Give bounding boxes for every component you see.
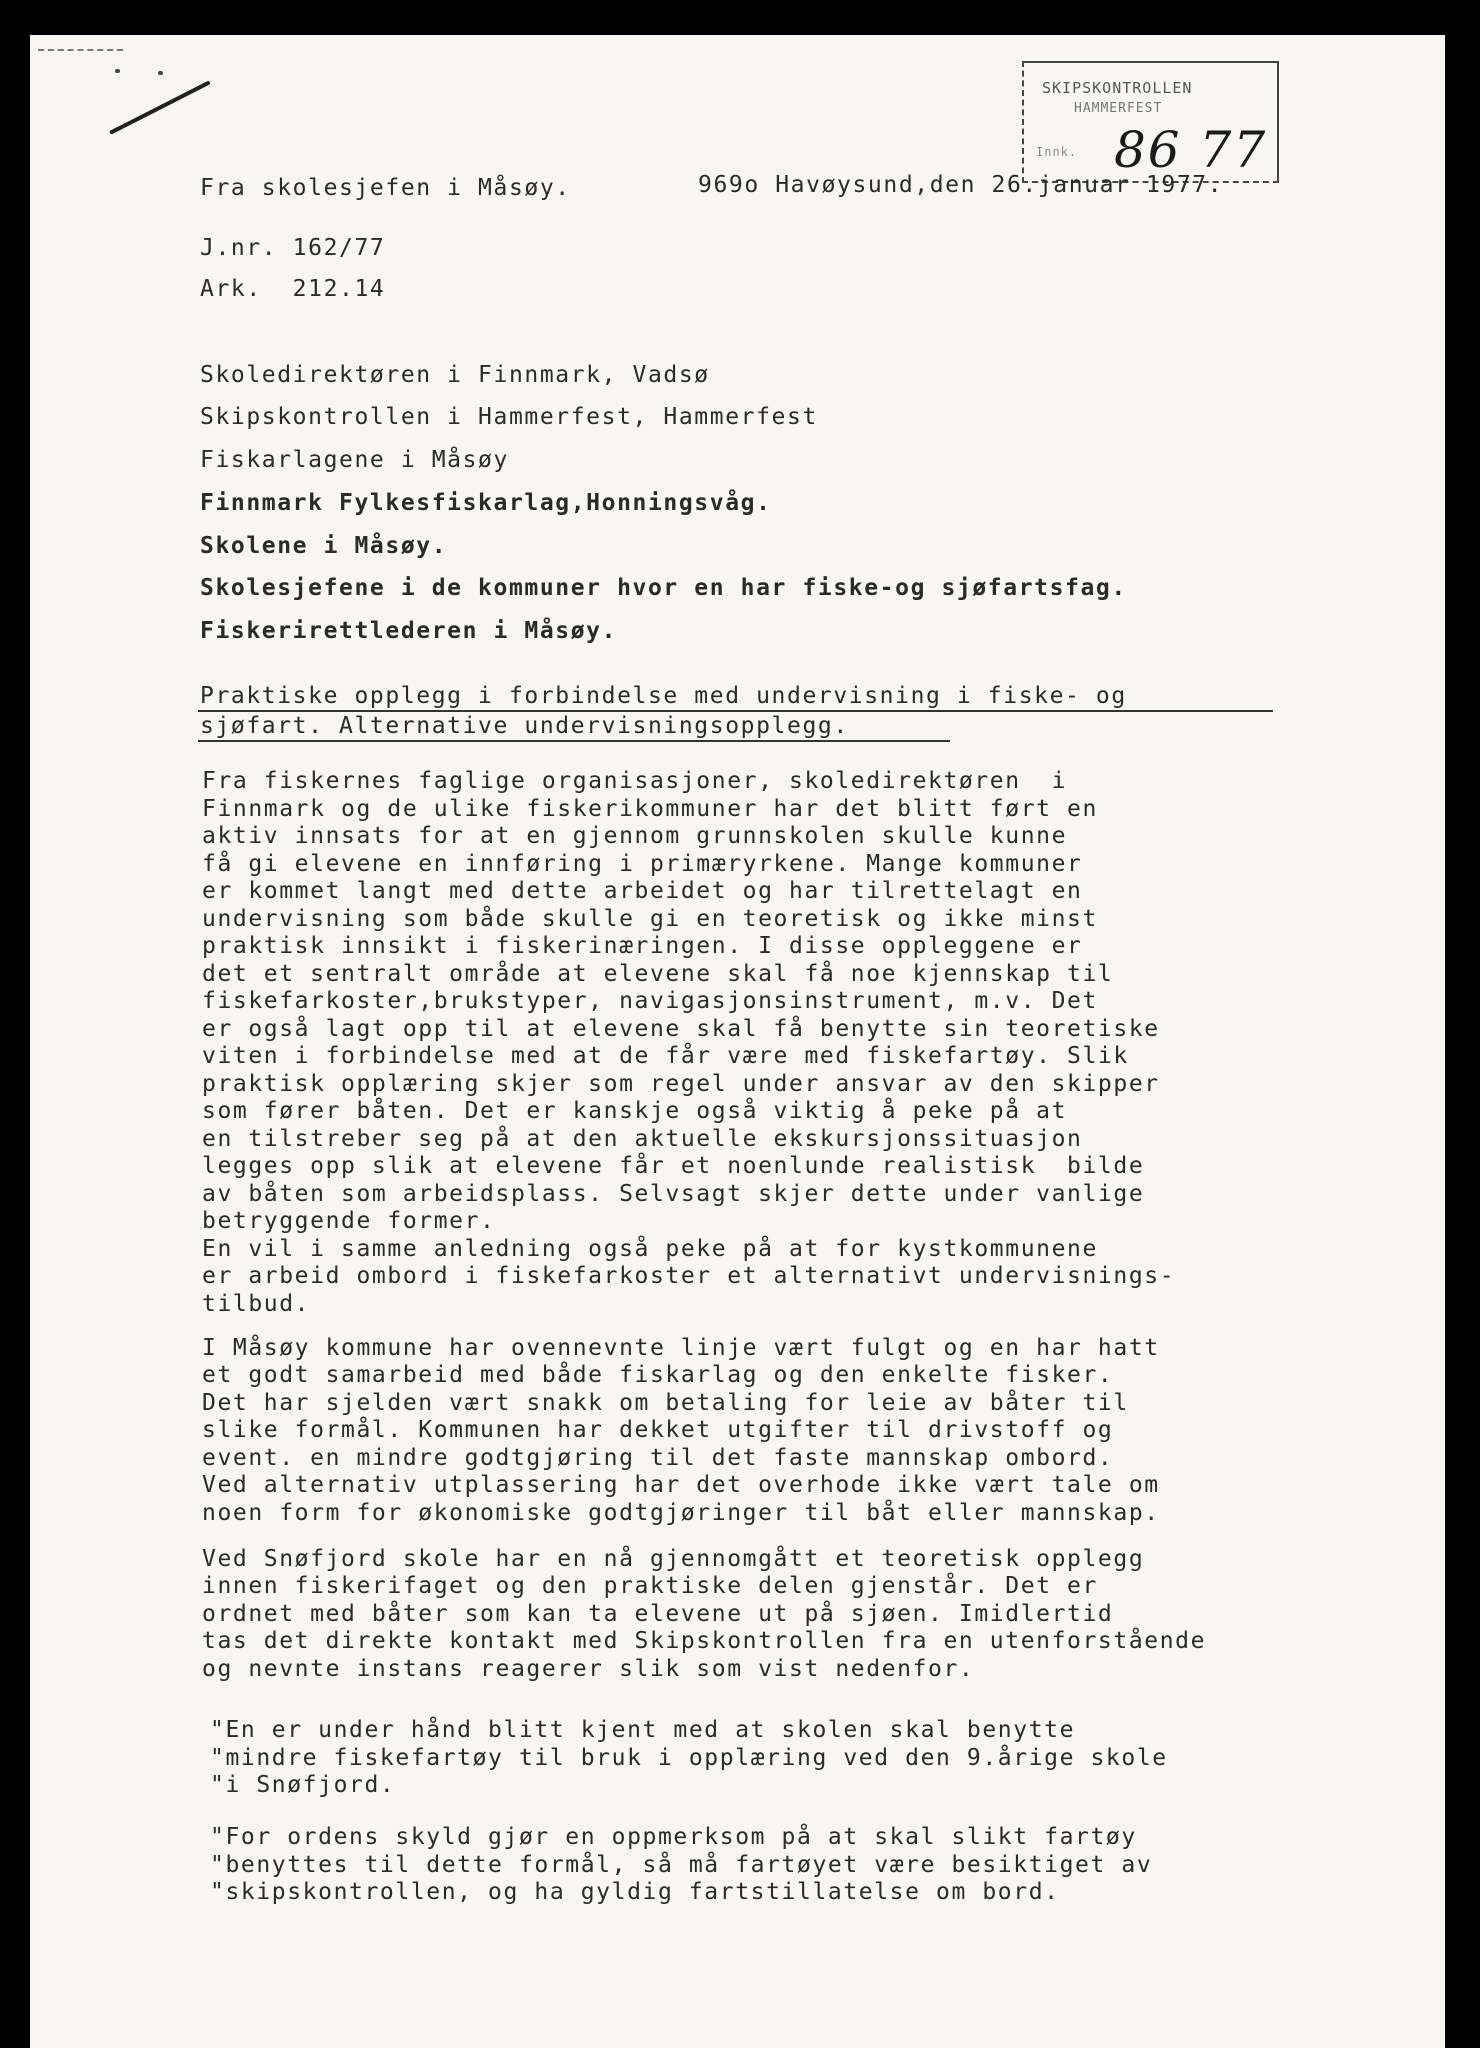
subject-underline	[198, 710, 1273, 712]
recipient: Skolesjefene i de kommuner hvor en har fiske-og sjøfartsfag.	[200, 575, 1127, 601]
body-line: undervisning som både skulle gi en teoretisk og ikke minst	[202, 906, 1098, 932]
subject-line: Praktiske opplegg i forbindelse med undervisning i fiske- og	[200, 683, 1127, 709]
body-line: betryggende former.	[202, 1208, 496, 1234]
body-line: fiskefarkoster,brukstyper, navigasjonsinstrument, m.v. Det	[202, 988, 1098, 1014]
journal-number: J.nr. 162/77	[200, 235, 386, 261]
body-line: er arbeid ombord i fiskefarkoster et alternativt undervisnings-	[202, 1263, 1176, 1289]
subject-underline	[198, 740, 950, 742]
body-line: slike formål. Kommunen har dekket utgifter til drivstoff og	[202, 1417, 1114, 1443]
body-line: er kommet langt med dette arbeidet og har tilrettelagt en	[202, 878, 1083, 904]
recipient: Skipskontrollen i Hammerfest, Hammerfest	[200, 404, 818, 430]
quoted-line: "i Snøfjord.	[210, 1772, 396, 1798]
stamp-city: HAMMERFEST	[1074, 101, 1163, 116]
body-line: Finnmark og de ulike fiskerikommuner har det blitt ført en	[202, 796, 1098, 822]
place-date: 969o Havøysund,den 26.januar 1977.	[698, 172, 1224, 198]
archive-code: Ark. 212.14	[200, 276, 386, 302]
stamp-label: Innk.	[1036, 145, 1078, 159]
quoted-line: "For ordens skyld gjør en oppmerksom på at skal slikt fartøy	[210, 1824, 1137, 1850]
stamp-office: SKIPSKONTROLLEN	[1042, 79, 1193, 97]
quoted-line: "En er under hånd blitt kjent med at skolen skal benytte	[210, 1717, 1076, 1743]
scan-speck	[158, 71, 163, 75]
subject-line: sjøfart. Alternative undervisningsopplegg.	[200, 713, 849, 739]
body-line: ordnet med båter som kan ta elevene ut på sjøen. Imidlertid	[202, 1601, 1114, 1627]
body-line: en tilstreber seg på at den aktuelle ekskursjonssituasjon	[202, 1126, 1083, 1152]
recipient: Skoledirektøren i Finnmark, Vadsø	[200, 362, 710, 388]
body-line: tas det direkte kontakt med Skipskontrollen fra en utenforstående	[202, 1628, 1207, 1654]
stamp-handwritten-number: 86 77	[1114, 121, 1268, 179]
body-line: aktiv innsats for at en gjennom grunnskolen skulle kunne	[202, 823, 1068, 849]
quoted-line: "mindre fiskefartøy til bruk i opplæring ved den 9.årige skole	[210, 1745, 1168, 1771]
recipient: Skolene i Måsøy.	[200, 533, 448, 559]
body-line: tilbud.	[202, 1291, 311, 1317]
body-line: event. en mindre godtgjøring til det faste mannskap ombord.	[202, 1445, 1114, 1471]
body-line: En vil i samme anledning også peke på at for kystkommunene	[202, 1236, 1098, 1262]
body-line: noen form for økonomiske godtgjøringer til båt eller mannskap.	[202, 1500, 1160, 1526]
body-line: viten i forbindelse med at de får være med fiskefartøy. Slik	[202, 1043, 1129, 1069]
body-line: innen fiskerifaget og den praktiske delen gjenstår. Det er	[202, 1573, 1098, 1599]
recipient: Finnmark Fylkesfiskarlag,Honningsvåg.	[200, 490, 772, 516]
body-line: og nevnte instans reagerer slik som vist nedenfor.	[202, 1656, 975, 1682]
body-line: praktisk innsikt i fiskerinæringen. I disse oppleggene er	[202, 933, 1083, 959]
received-stamp	[1022, 61, 1279, 183]
body-line: Ved Snøfjord skole har en nå gjennomgått et teoretisk opplegg	[202, 1546, 1145, 1572]
body-line: Ved alternativ utplassering har det overhode ikke vært tale om	[202, 1472, 1160, 1498]
recipient: Fiskarlagene i Måsøy	[200, 447, 509, 473]
body-line: få gi elevene en innføring i primæryrkene. Mange kommuner	[202, 851, 1083, 877]
body-line: Det har sjelden vært snakk om betaling for leie av båter til	[202, 1390, 1129, 1416]
body-line: I Måsøy kommune har ovennevnte linje vært fulgt og en har hatt	[202, 1335, 1160, 1361]
body-line: av båten som arbeidsplass. Selvsagt skjer dette under vanlige	[202, 1181, 1145, 1207]
document-page	[30, 35, 1445, 2048]
recipient: Fiskerirettlederen i Måsøy.	[200, 618, 618, 644]
body-line: praktisk opplæring skjer som regel under ansvar av den skipper	[202, 1071, 1160, 1097]
body-line: er også lagt opp til at elevene skal få benytte sin teoretiske	[202, 1016, 1160, 1042]
pen-stroke-mark	[109, 80, 211, 134]
quoted-line: "benyttes til dette formål, så må fartøyet være besiktiget av	[210, 1852, 1153, 1878]
scan-speck	[115, 69, 120, 73]
body-line: legges opp slik at elevene får et noenlunde realistisk bilde	[202, 1153, 1145, 1179]
body-line: et godt samarbeid med både fiskarlag og den enkelte fisker.	[202, 1362, 1114, 1388]
body-line: som fører båten. Det er kanskje også viktig å peke på at	[202, 1098, 1068, 1124]
scan-edge-mark	[38, 49, 123, 51]
body-line: det et sentralt område at elevene skal få noe kjennskap til	[202, 961, 1114, 987]
quoted-line: "skipskontrollen, og ha gyldig fartstillatelse om bord.	[210, 1879, 1060, 1905]
body-line: Fra fiskernes faglige organisasjoner, skoledirektøren i	[202, 768, 1068, 794]
sender: Fra skolesjefen i Måsøy.	[200, 175, 571, 201]
